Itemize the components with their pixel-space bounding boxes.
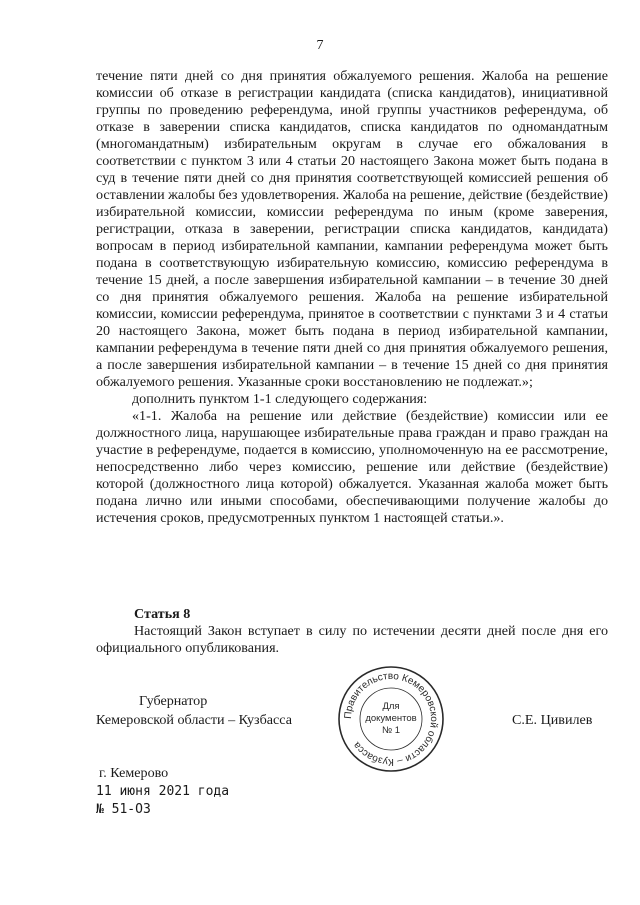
page-number: 7	[316, 38, 324, 53]
document-number: № 51-ОЗ	[96, 802, 151, 817]
document-date-number	[96, 783, 229, 819]
paragraph-complaint-terms: течение пяти дней со дня принятия обжалуемого решения. Жалоба на решение комиссии об отказе в регистрации кандидата (списка кандидатов), инициативной группы по проведению референдума, иной группы участников референдума, об отказе в заверении списка кандидатов, списка кандидатов по одномандатным (многомандатным) избирательным округам в случае его обжалования в соответствии с пунктом 3 или 4 статьи 20 настоящего Закона может быть подана в суд в течение пяти дней со дня принятия соответствующей комиссией решения об оставлении жалобы без удовлетворения. Жалоба на решение, действие (бездействие) избирательной комиссии, комиссии референдума по иным (кроме заверения, регистрации, отказа в заверении, регистрации списка кандидатов, кандидата) вопросам в период избирательной кампании, кампании референдума может быть подана в соответствующую избирательную комиссию, комиссию референдума в течение 15 дней, а после завершения избирательной кампании – в течение 30 дней со дня принятия обжалуемого решения. Жалоба на решение избирательной комиссии, комиссии референдума, принятое в соответствии с пунктами 3 и 4 статьи 20 настоящего Закона, может быть подана в период избирательной кампании, кампании референдума в течение пяти дней со дня принятия обжалуемого решения, а после завершения избирательной кампании – в течение 15 дней со дня принятия обжалуемого решения. Указанные сроки восстановлению не подлежат.»;	[96, 68, 608, 390]
article-8-text: Настоящий Закон вступает в силу по истечении десяти дней после дня его официального опубликования.	[96, 623, 608, 656]
signatory-title-line2: Кемеровской области – Кузбасса	[96, 712, 292, 728]
city: г. Кемерово	[99, 765, 169, 781]
seal-ring-text: Правительство Кемеровской области – Кузбасса	[342, 670, 440, 768]
article-8-title: Статья 8	[134, 606, 191, 622]
signatory-name: С.Е. Цивилев	[512, 712, 593, 728]
seal-center-line3: № 1	[381, 725, 401, 736]
signatory-title-line1: Губернатор	[139, 693, 208, 709]
seal-center-line1: Для	[382, 701, 400, 712]
paragraph-amendment-intro: дополнить пунктом 1-1 следующего содержания:	[132, 391, 428, 407]
official-seal	[336, 664, 446, 774]
paragraph-clause-1-1: «1-1. Жалоба на решение или действие (бездействие) комиссии или ее должностного лица, нарушающее избирательные права граждан и право граждан на участие в референдуме, подается в комиссию, уполномоченную на ее рассмотрение, непосредственно либо через комиссию, решение или действие (бездействие) которой (должностного лица которой) обжалуется. Указанная жалоба может быть подана лично или иными способами, обеспечивающими получение жалобы до истечения сроков, предусмотренных пунктом 1 настоящей статьи.».	[96, 408, 608, 526]
seal-center-line2: документов	[365, 713, 417, 724]
law-text-body	[96, 68, 608, 527]
document-date: 11 июня 2021 года	[96, 784, 230, 799]
